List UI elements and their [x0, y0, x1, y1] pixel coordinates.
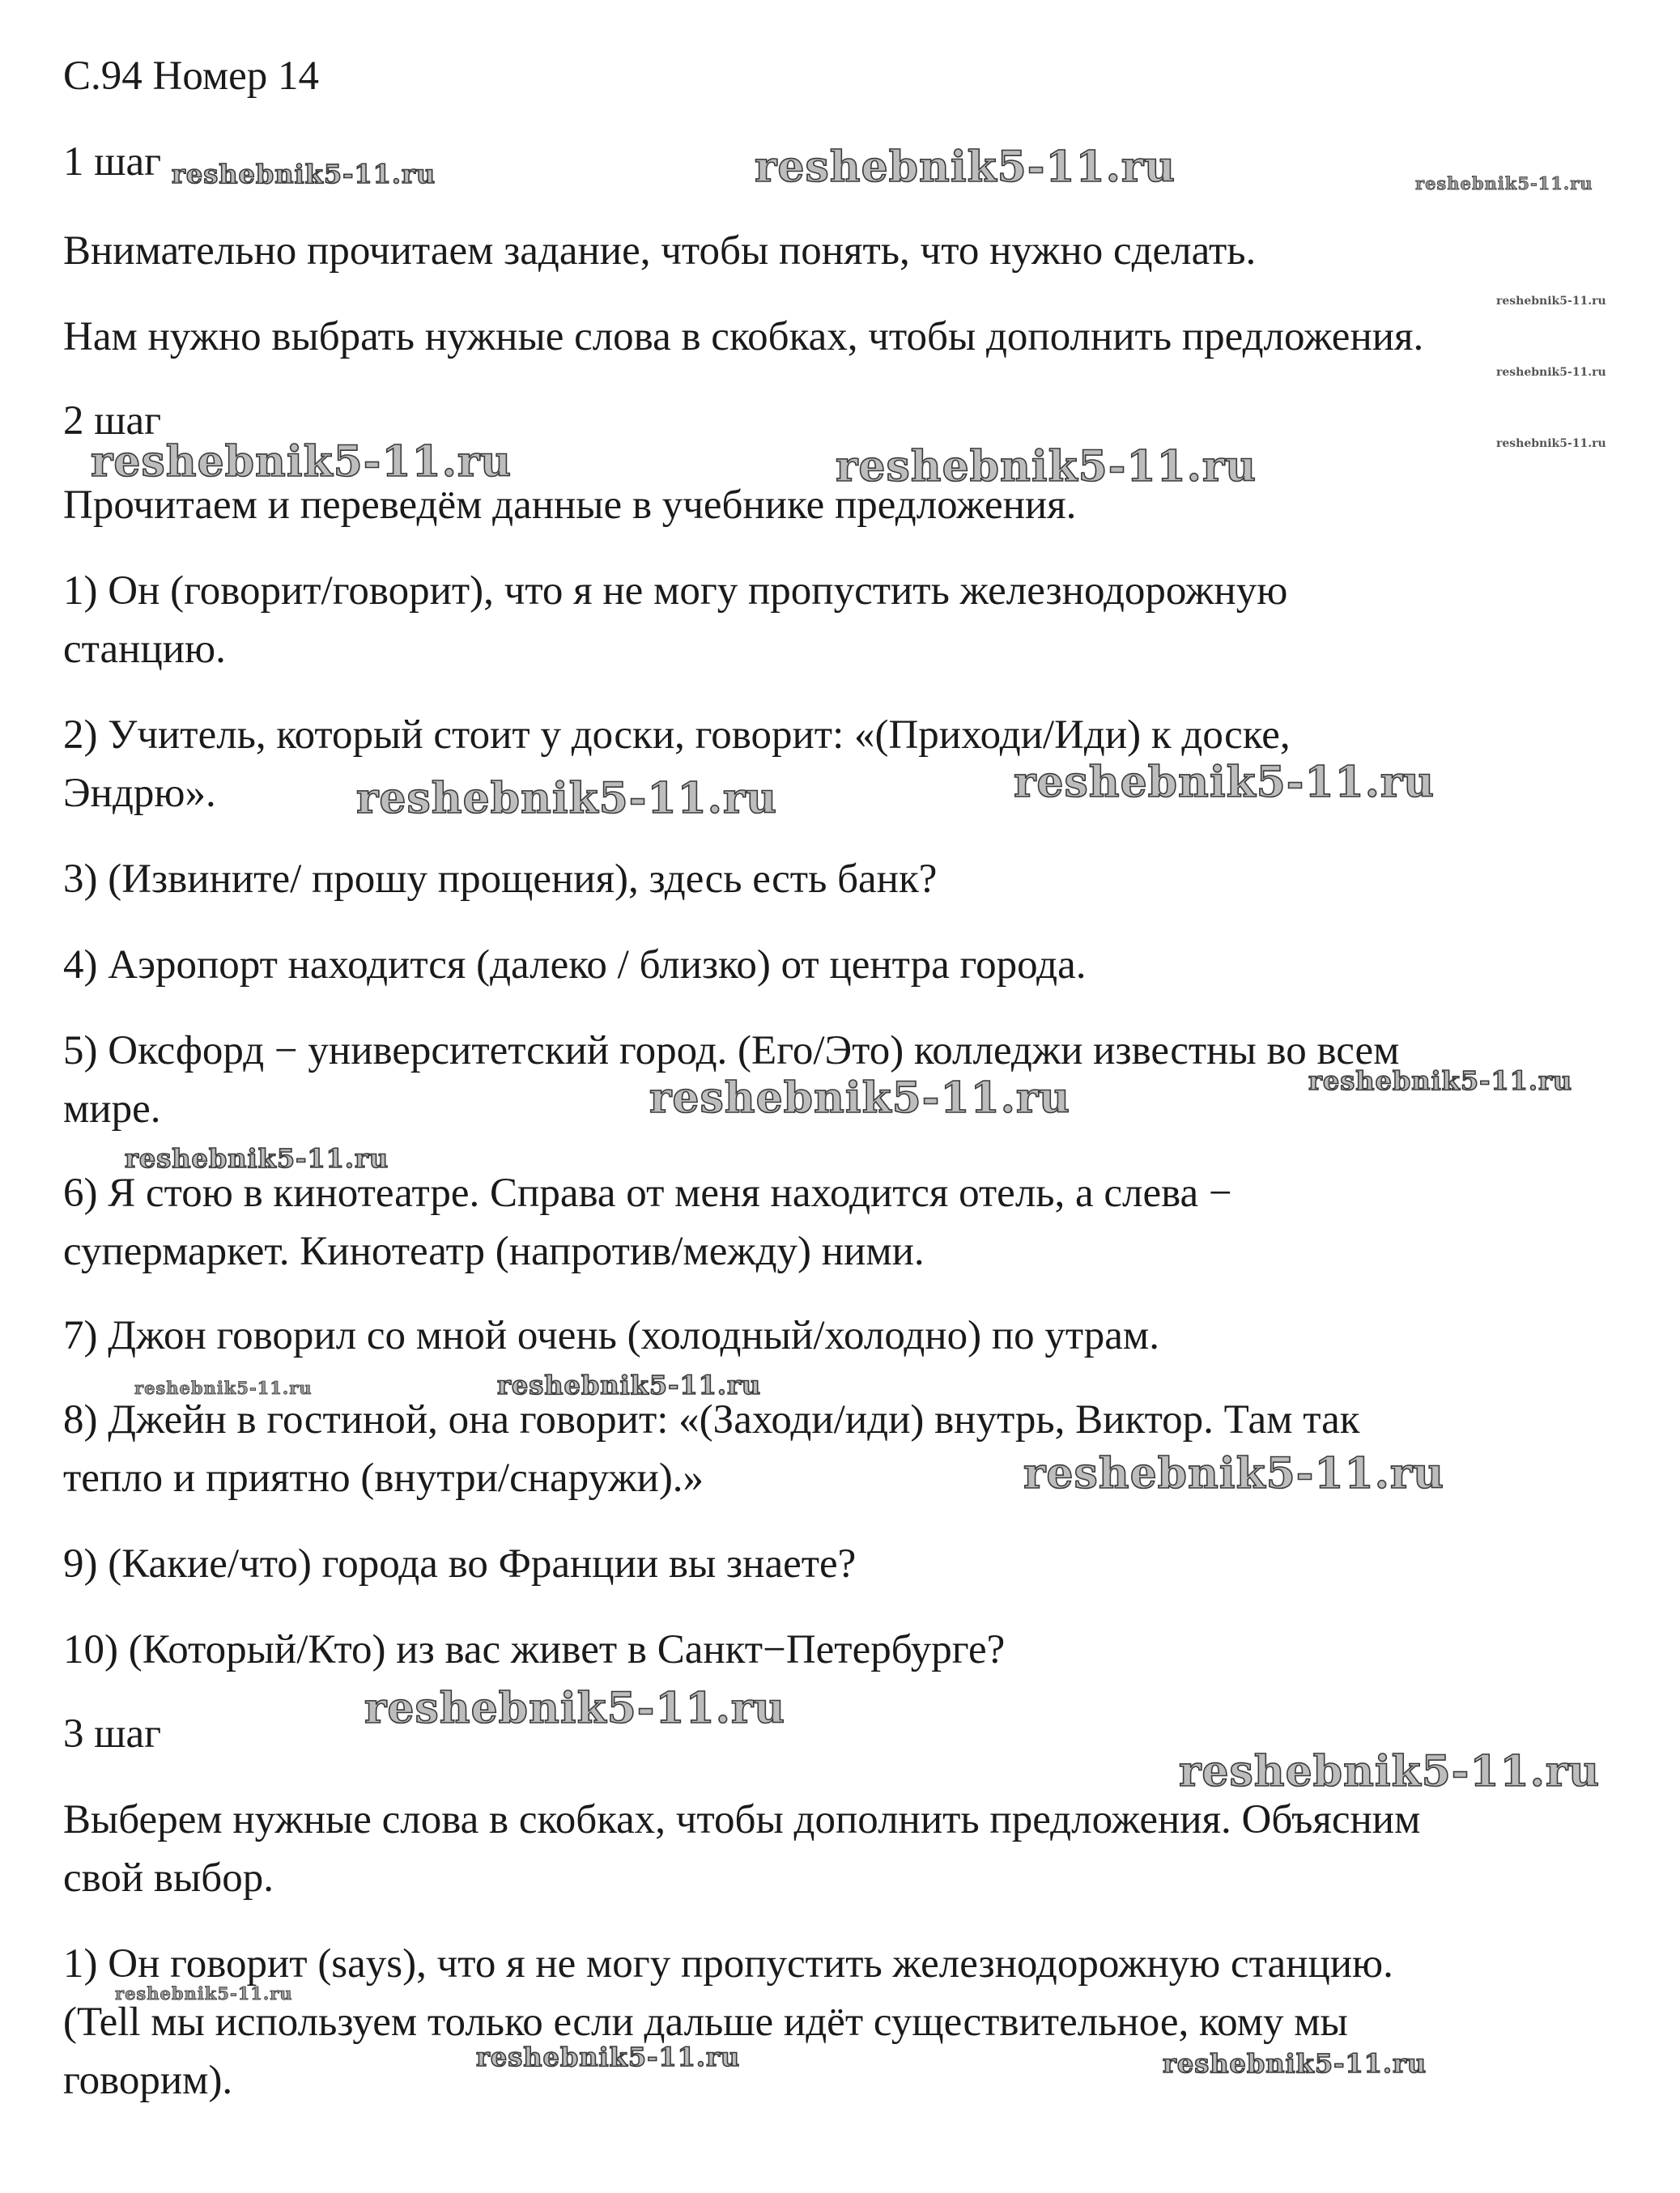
sentence-7: 7) Джон говорил со мной очень (холодный/холодно) по утрам.	[63, 1313, 1159, 1358]
watermark: reshebnik5-11.ru	[356, 774, 778, 823]
answer-1-line-1: 1) Он говорит (says), что я не могу пропустить железнодорожную станцию.	[63, 1941, 1393, 1987]
watermark: reshebnik5-11.ru	[649, 1073, 1071, 1123]
watermark: reshebnik5-11.ru	[1014, 758, 1435, 807]
sentence-3: 3) (Извините/ прошу прощения), здесь есть банк?	[63, 856, 938, 902]
watermark: reshebnik5-11.ru	[91, 437, 513, 487]
sentence-2-line-2: Эндрю».	[63, 771, 216, 816]
watermark: reshebnik5-11.ru	[1308, 1065, 1573, 1096]
step-3-heading: 3 шаг	[63, 1711, 162, 1757]
sentence-1-line-2: станцию.	[63, 627, 226, 672]
watermark: reshebnik5-11.ru	[476, 2042, 741, 2072]
answer-1-line-2: (Tell мы используем только если дальше идёт существительное, кому мы	[63, 2000, 1348, 2045]
intro-line-1: Внимательно прочитаем задание, чтобы понять, что нужно сделать.	[63, 228, 1257, 274]
watermark: reshebnik5-11.ru	[134, 1378, 313, 1398]
step-2-heading: 2 шаг	[63, 398, 162, 444]
sentence-1-line-1: 1) Он (говорит/говорит), что я не могу пропустить железнодорожную	[63, 568, 1288, 614]
answer-1-line-3: говорим).	[63, 2058, 233, 2103]
watermark: reshebnik5-11.ru	[1496, 295, 1606, 308]
watermark: reshebnik5-11.ru	[1163, 2048, 1427, 2079]
sentence-8-line-2: тепло и приятно (внутри/снаружи).»	[63, 1456, 704, 1501]
watermark: reshebnik5-11.ru	[115, 1983, 293, 2004]
intro-line-2: Нам нужно выбрать нужные слова в скобках, чтобы дополнить предложения.	[63, 314, 1424, 359]
watermark: reshebnik5-11.ru	[1496, 437, 1606, 450]
sentence-9: 9) (Какие/что) города во Франции вы знаете?	[63, 1541, 857, 1587]
watermark: reshebnik5-11.ru	[364, 1684, 786, 1733]
watermark: reshebnik5-11.ru	[125, 1143, 389, 1174]
watermark: reshebnik5-11.ru	[172, 159, 436, 189]
watermark: reshebnik5-11.ru	[1415, 173, 1593, 193]
sentence-4: 4) Аэропорт находится (далеко / близко) от центра города.	[63, 942, 1087, 988]
watermark: reshebnik5-11.ru	[497, 1370, 762, 1400]
sentence-6-line-1: 6) Я стою в кинотеатре. Справа от меня находится отель, а слева −	[63, 1171, 1232, 1216]
sentence-10: 10) (Который/Кто) из вас живет в Санкт−Петербурге?	[63, 1627, 1006, 1672]
step-1-heading: 1 шаг	[63, 139, 162, 185]
sentence-2-line-1: 2) Учитель, который стоит у доски, говорит: «(Приходи/Иди) к доске,	[63, 712, 1291, 758]
step-3-intro-line-2: свой выбор.	[63, 1855, 274, 1901]
page-header: С.94 Номер 14	[63, 53, 320, 99]
watermark: reshebnik5-11.ru	[1179, 1747, 1601, 1796]
watermark: reshebnik5-11.ru	[836, 442, 1257, 491]
sentence-8-line-1: 8) Джейн в гостиной, она говорит: «(Заходи/иди) внутрь, Виктор. Там так	[63, 1397, 1360, 1443]
sentence-5-line-2: мире.	[63, 1086, 161, 1132]
watermark: reshebnik5-11.ru	[755, 142, 1176, 192]
watermark: reshebnik5-11.ru	[1496, 366, 1606, 379]
sentence-5-line-1: 5) Оксфорд − университетский город. (Его/Это) колледжи известны во всем	[63, 1028, 1400, 1073]
watermark: reshebnik5-11.ru	[1023, 1449, 1445, 1498]
step-2-intro: Прочитаем и переведём данные в учебнике предложения.	[63, 482, 1077, 528]
step-3-intro-line-1: Выберем нужные слова в скобках, чтобы дополнить предложения. Объясним	[63, 1797, 1421, 1842]
sentence-6-line-2: супермаркет. Кинотеатр (напротив/между) ними.	[63, 1229, 925, 1274]
